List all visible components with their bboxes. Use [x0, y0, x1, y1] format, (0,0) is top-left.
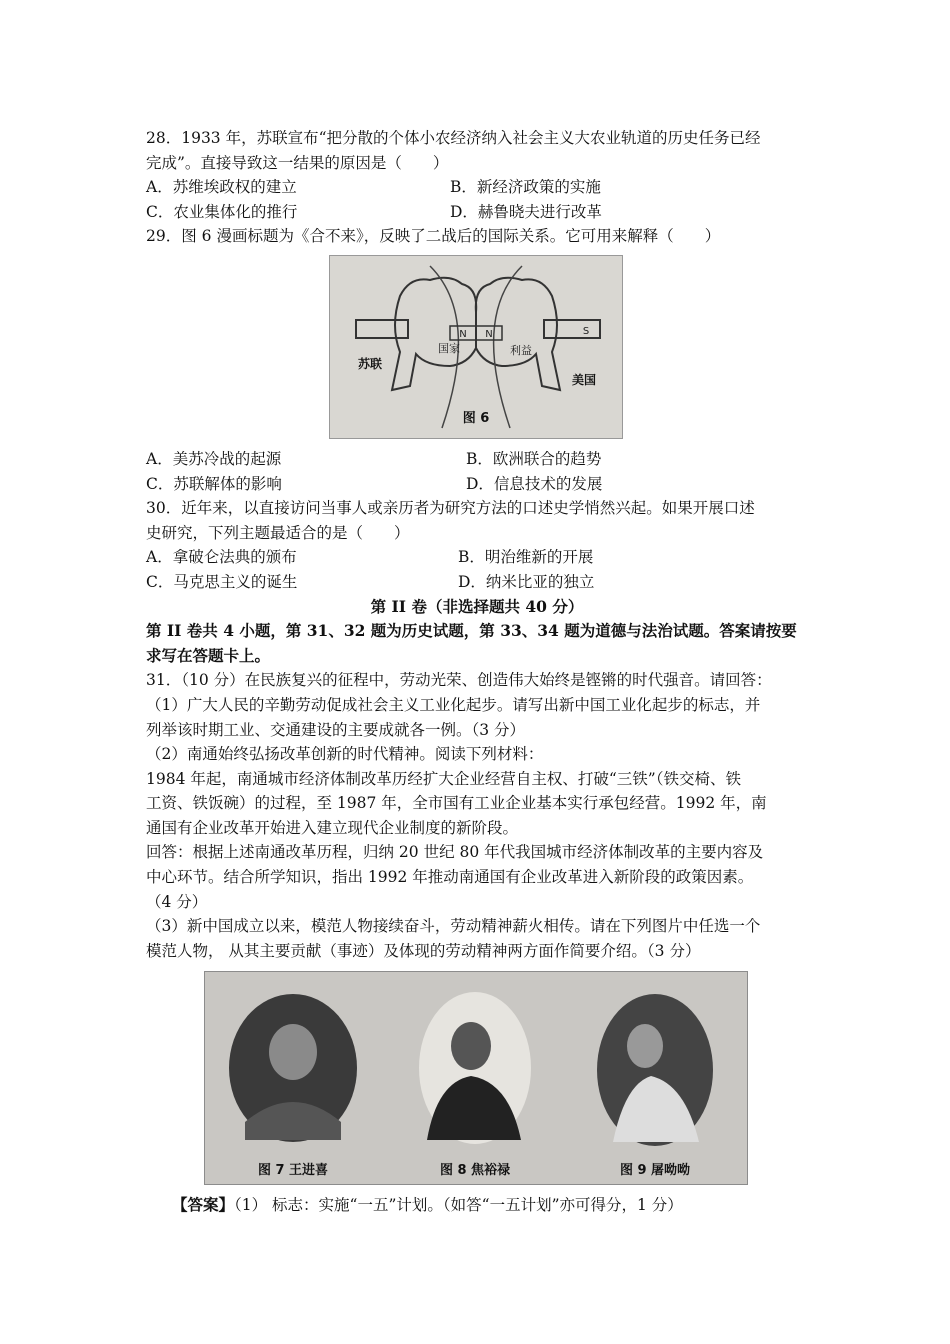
q29-option-d: D．信息技术的发展 — [466, 474, 603, 493]
q29-options-row1 — [146, 447, 808, 472]
photo-9-caption: 图 9 屠呦呦 — [619, 1163, 691, 1179]
fist-left-label: 国家 — [438, 341, 460, 355]
q31-line: 列举该时期工业、交通建设的主要成就各一例。（3 分） — [146, 720, 526, 739]
q31-material-line: 1984 年起，南通城市经济体制改革历经扩大企业经营自主权、打破“三铁”（铁交椅、铁 — [146, 769, 741, 788]
q31-line: 31．（10 分）在民族复兴的征程中，劳动光荣、创造伟大始终是铿锵的时代强音。请回答： — [146, 671, 772, 690]
photos-drawing — [205, 972, 747, 1184]
answer-label: 【答案】 — [172, 1195, 235, 1215]
q31-line: 中心环节。结合所学知识，指出 1992 年推动南通国有企业改革进入新阶段的政策因素。 — [146, 868, 754, 887]
label-ussr: 苏联 — [358, 356, 383, 371]
q31-line: （2）南通始终弘扬改革创新的时代精神。阅读下列材料： — [146, 745, 544, 764]
figure-6-caption: 图 6 — [462, 410, 490, 426]
q28-stem-line2: 完成”。直接导致这一结果的原因是（ ） — [146, 153, 449, 172]
q31-line: （3）新中国成立以来，模范人物接续奋斗，劳动精神薪火相传。请在下列图片中任选一个 — [146, 917, 761, 936]
figure-6-cartoon — [329, 255, 623, 439]
fist-right-label: 利益 — [510, 343, 532, 357]
photo-7-caption: 图 7 王进喜 — [257, 1163, 329, 1179]
q30-stem-line2: 史研究，下列主题最适合的是（ ） — [146, 523, 410, 542]
cartoon-drawing — [330, 256, 622, 438]
q28-option-d: D．赫鲁晓夫进行改革 — [450, 202, 602, 221]
q28-option-b: B．新经济政策的实施 — [450, 178, 601, 197]
q30-options-row2 — [146, 570, 808, 595]
q30-option-a: A．拿破仑法典的颁布 — [146, 548, 297, 567]
q29-stem: 29．图 6 漫画标题为《合不来》，反映了二战后的国际关系。它可用来解释（ ） — [146, 227, 721, 246]
q28-stem-line1: 28．1933 年，苏联宣布“把分散的个体小农经济纳入社会主义大农业轨道的历史任务已经 — [146, 129, 761, 147]
q28-options-row1 — [146, 175, 808, 200]
model-workers-photos — [204, 971, 748, 1185]
magnet-right-s: S — [582, 325, 590, 337]
q28-option-a: A．苏维埃政权的建立 — [146, 178, 297, 197]
section-2-intro-line1: 第 II 卷共 4 小题，第 31、32 题为历史试题，第 33、34 题为道德与法治试题。答案请按要 — [146, 621, 797, 641]
label-usa: 美国 — [572, 372, 597, 387]
magnet-left-n: N — [459, 328, 467, 340]
q31-line: 模范人物， 从其主要贡献（事迹）及体现的劳动精神两方面作简要介绍。（3 分） — [146, 941, 701, 960]
q28-option-c: C．农业集体化的推行 — [146, 202, 298, 221]
q30-option-b: B．明治维新的开展 — [458, 548, 594, 567]
q30-option-c: C．马克思主义的诞生 — [146, 572, 298, 591]
q29-option-b: B．欧洲联合的趋势 — [466, 449, 602, 468]
section-2-title: 第 II 卷（非选择题共 40 分） — [370, 596, 584, 616]
q30-option-d: D．纳米比亚的独立 — [458, 572, 595, 591]
q31-material-line: 工资、铁饭碗）的过程，至 1987 年，全市国有工业企业基本实行承包经营。1992 年，南 — [146, 794, 767, 813]
answer-line — [172, 1193, 808, 1218]
magnet-right-n: N — [485, 328, 493, 340]
q29-options-row2 — [146, 472, 808, 497]
exam-page — [146, 126, 808, 1218]
q30-options-row1 — [146, 545, 808, 570]
q31-line: （1）广大人民的辛勤劳动促成社会主义工业化起步。请写出新中国工业化起步的标志，并 — [146, 695, 761, 714]
q28-options-row2 — [146, 200, 808, 225]
section-2-intro-line2: 求写在答题卡上。 — [146, 645, 271, 665]
q29-option-a: A．美苏冷战的起源 — [146, 449, 282, 468]
q30-stem-line1: 30．近年来，以直接访问当事人或亲历者为研究方法的口述史学悄然兴起。如果开展口述 — [146, 499, 755, 518]
q29-option-c: C．苏联解体的影响 — [146, 474, 282, 493]
q31-line: 回答：根据上述南通改革历程，归纳 20 世纪 80 年代我国城市经济体制改革的主要内容及 — [146, 843, 764, 862]
photo-8-caption: 图 8 焦裕禄 — [439, 1163, 511, 1179]
q31-line: （4 分） — [146, 892, 208, 911]
q31-material-line: 通国有企业改革开始进入建立现代企业制度的新阶段。 — [146, 818, 519, 837]
answer-text: （1） 标志：实施“一五”计划。（如答“一五计划”亦可得分，1 分） — [234, 1196, 683, 1215]
